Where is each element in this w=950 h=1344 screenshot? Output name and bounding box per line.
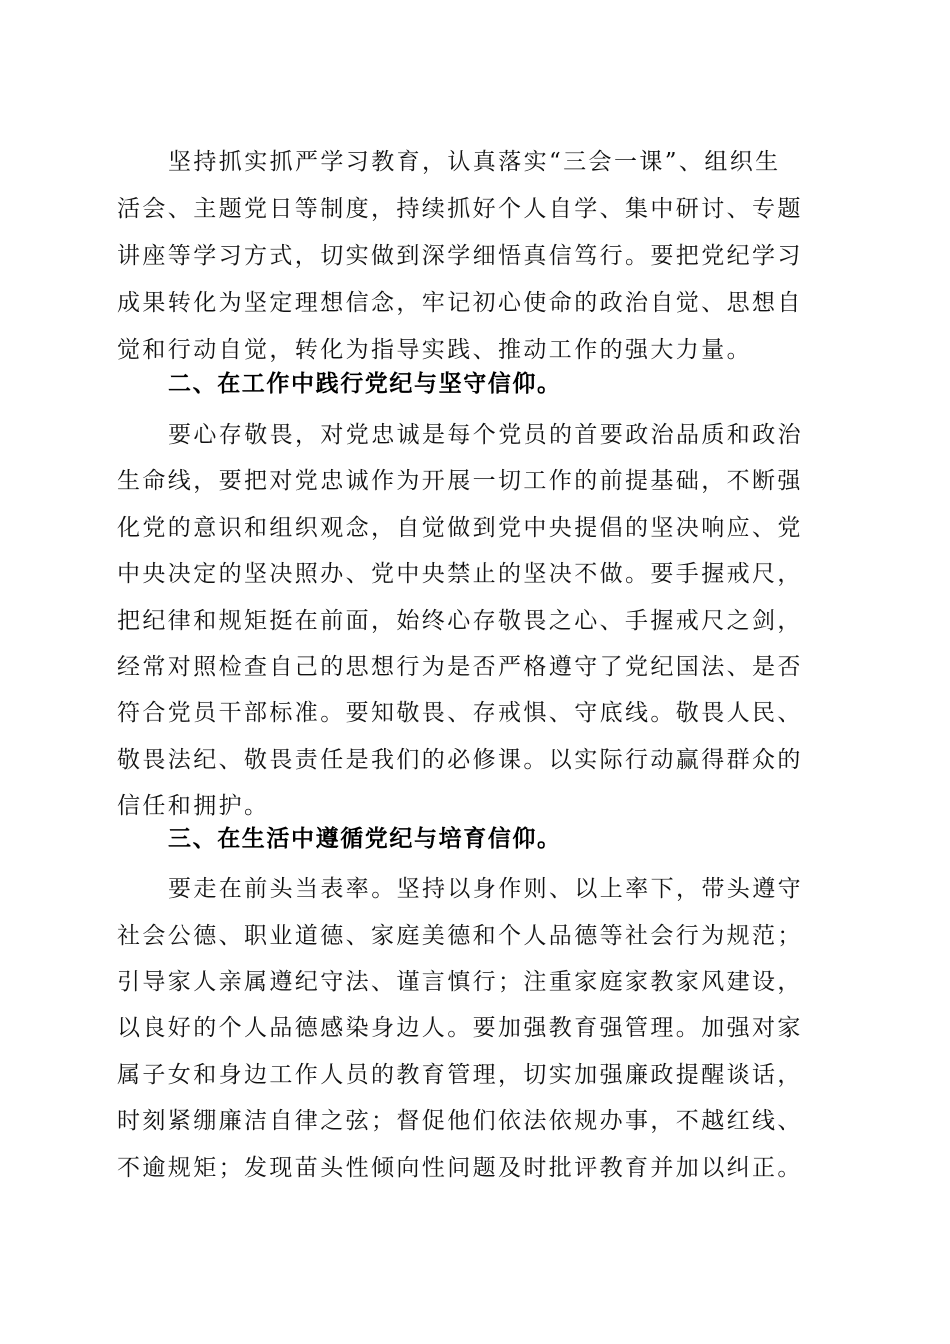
paragraph-1-line-2: 活会、主题党日等制度，持续抓好个人自学、集中研讨、专题 bbox=[117, 196, 803, 222]
paragraph-3-line-4: 以良好的个人品德感染身边人。要加强教育强管理。加强对家 bbox=[117, 1015, 803, 1041]
paragraph-1-line-3: 讲座等学习方式，切实做到深学细悟真信笃行。要把党纪学习 bbox=[117, 243, 803, 269]
paragraph-2-line-4: 中央决定的坚决照办、党中央禁止的坚决不做。要手握戒尺， bbox=[117, 561, 803, 587]
paragraph-3-line-2: 社会公德、职业道德、家庭美德和个人品德等社会行为规范； bbox=[117, 923, 803, 949]
paragraph-2-line-6: 经常对照检查自己的思想行为是否严格遵守了党纪国法、是否 bbox=[117, 654, 803, 680]
paragraph-3-line-3: 引导家人亲属遵纪守法、谨言慎行；注重家庭家教家风建设， bbox=[117, 969, 803, 995]
paragraph-2-line-1: 要心存敬畏，对党忠诚是每个党员的首要政治品质和政治 bbox=[168, 422, 803, 448]
paragraph-3-line-1: 要走在前头当表率。坚持以身作则、以上率下，带头遵守 bbox=[168, 876, 803, 902]
paragraph-3-line-6: 时刻紧绷廉洁自律之弦；督促他们依法依规办事，不越红线、 bbox=[117, 1108, 803, 1134]
section-heading-3: 三、在生活中遵循党纪与培育信仰。 bbox=[168, 826, 562, 852]
paragraph-2-line-8: 敬畏法纪、敬畏责任是我们的必修课。以实际行动赢得群众的 bbox=[117, 747, 803, 773]
paragraph-1-line-1: 坚持抓实抓严学习教育，认真落实“三会一课”、组织生 bbox=[168, 149, 781, 175]
paragraph-1-line-5: 觉和行动自觉，转化为指导实践、推动工作的强大力量。 bbox=[117, 337, 752, 363]
paragraph-3-line-7: 不逾规矩；发现苗头性倾向性问题及时批评教育并加以纠正。 bbox=[117, 1155, 803, 1181]
section-heading-2: 二、在工作中践行党纪与坚守信仰。 bbox=[168, 371, 562, 397]
paragraph-2-line-2: 生命线，要把对党忠诚作为开展一切工作的前提基础，不断强 bbox=[117, 468, 803, 494]
paragraph-2-line-9: 信任和拥护。 bbox=[117, 793, 270, 819]
paragraph-2-line-5: 把纪律和规矩挺在前面，始终心存敬畏之心、手握戒尺之剑， bbox=[117, 608, 803, 634]
paragraph-3-line-5: 属子女和身边工作人员的教育管理，切实加强廉政提醒谈话， bbox=[117, 1062, 803, 1088]
paragraph-2-line-7: 符合党员干部标准。要知敬畏、存戒惧、守底线。敬畏人民、 bbox=[117, 700, 803, 726]
paragraph-2-line-3: 化党的意识和组织观念，自觉做到党中央提倡的坚决响应、党 bbox=[117, 515, 803, 541]
paragraph-1-line-4: 成果转化为坚定理想信念，牢记初心使命的政治自觉、思想自 bbox=[117, 290, 803, 316]
